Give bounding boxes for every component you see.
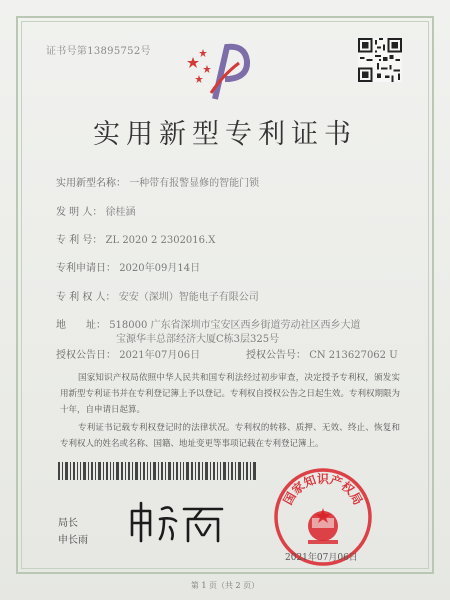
field-label: 授权公告号： [246,350,306,361]
field-patentee [56,288,259,303]
cnipa-logo-icon [175,35,265,105]
field-label: 发 明 人： [56,207,103,218]
field-grant-number [246,346,398,361]
director-name: 申长雨 [58,535,88,546]
field-value: 安安（深圳）智能电子有限公司 [118,292,259,303]
field-filing-date [56,259,200,274]
body-paragraph-2: 专利证书记载专利权登记时的法律状况。专利权的转移、质押、无效、终止、恢复和专利权人的姓名或名称、国籍、地址变更等事项记载在专利登记簿上。 [60,423,400,449]
body-paragraph-1: 国家知识产权局依照中华人民共和国专利法经过初步审查，决定授予专利权，颁发实用新型专利证书并在专利登记簿上予以登记。专利权自授权公告之日起生效。专利权期限为十年，自申请日起算。 [60,373,401,415]
seal-text: 国家知识产权局 [280,472,366,508]
page-number: 第 1 页（共 2 页） [190,581,260,590]
certificate-number: 证书号第13895752号 [46,46,151,57]
certificate-title: 实用新型专利证书 [93,119,357,150]
field-inventor [56,203,136,218]
signature-icon [126,497,226,545]
field-value: 2020年09月14日 [119,263,201,274]
field-value: 518000 广东省深圳市宝安区西乡街道劳动社区西乡大道 [109,320,361,331]
field-value: 徐桂涵 [105,207,136,218]
field-label: 专 利 权 人： [56,292,116,303]
field-grant-date [56,346,200,361]
field-label: 授权公告日： [56,350,116,361]
field-label: 地 址： [56,320,106,331]
field-value: 一种带有报警显修的智能门锁 [129,178,260,189]
director-title: 局长 [58,518,78,529]
field-address [56,316,361,331]
field-label: 专 利 号： [56,235,103,246]
field-value: ZL 2020 2 2302016.X [105,235,216,246]
barcode-icon [58,462,258,480]
field-label: 实用新型名称： [56,178,126,189]
field-patent-number [56,231,215,246]
field-label: 专利申请日： [56,263,116,274]
field-value: CN 213627062 U [309,350,398,361]
seal-date: 2021年07月06日 [285,553,358,563]
qr-code-icon [358,38,402,82]
svg-text:国家知识产权局 [281,471,365,507]
address-line-2: 宝源华丰总部经济大厦C栋3层325号 [116,334,280,345]
field-utility-model-name [56,174,259,189]
field-value: 2021年07月06日 [119,350,201,361]
